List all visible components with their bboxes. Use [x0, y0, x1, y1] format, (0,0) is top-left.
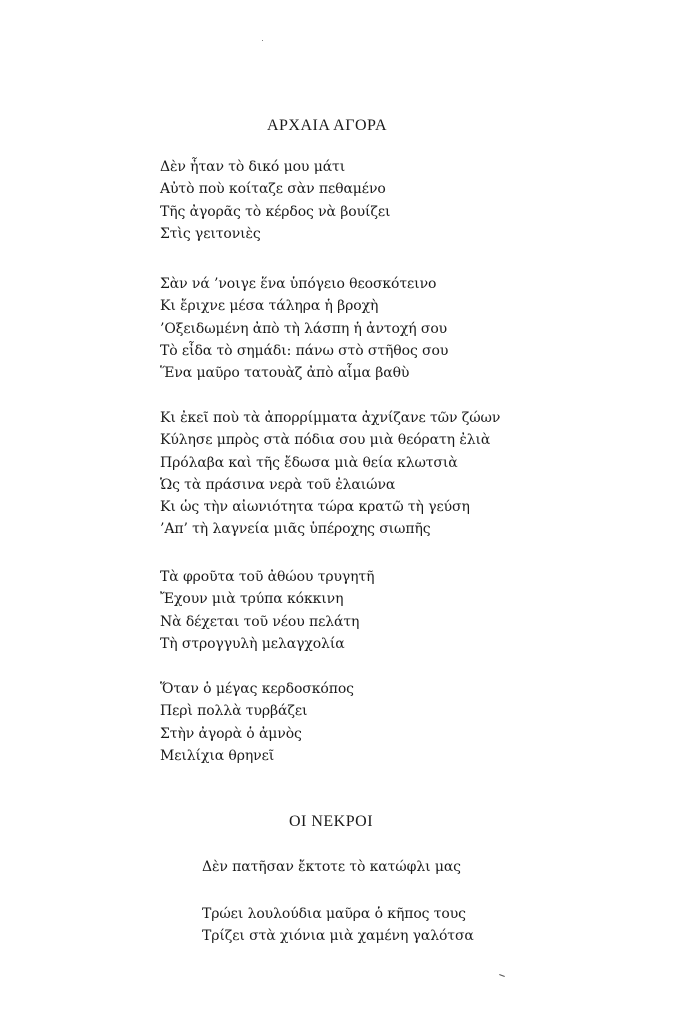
- poem1-stanza-3: [160, 407, 500, 541]
- poem-line: Στὴν ἀγορὰ ὁ ἀμνὸς: [160, 725, 302, 742]
- scan-speck: [499, 974, 505, 977]
- scan-speck: [262, 40, 263, 41]
- poem-line: ’Οξειδωμένη ἀπὸ τὴ λάσπη ἡ ἀντοχή σου: [160, 320, 448, 337]
- poem-line: Σὰν νά ’νοιγε ἕνα ὑπόγειο θεοσκότεινο: [160, 276, 437, 292]
- poem-line: Τὸ εἶδα τὸ σημάδι: πάνω στὸ στῆθος σου: [160, 342, 449, 359]
- poem1-stanza-4: [160, 566, 374, 655]
- poem-line: Πρόλαβα καὶ τῆς ἔδωσα μιὰ θεία κλωτσιὰ: [160, 454, 458, 471]
- poem-line: ’Απ’ τὴ λαγνεία μιᾶς ὑπέροχης σιωπῆς: [160, 521, 431, 538]
- poem-line: Στὶς γειτονιὲς: [160, 225, 261, 242]
- poem2-stanza-1: [202, 856, 461, 878]
- poem-title-archaia-agora: ΑΡΧΑΙΑ ΑΓΟΡΑ: [266, 117, 388, 134]
- poem1-stanza-2: [160, 273, 448, 384]
- poem-line: Περὶ πολλὰ τυρβάζει: [160, 703, 308, 720]
- poem-line: Ἕνα μαῦρο τατουὰζ ἀπὸ αἷμα βαθὺ: [160, 365, 410, 382]
- poem-line: Ὅταν ὁ μέγας κερδοσκόπος: [160, 681, 354, 697]
- poem-line: Κι ὡς τὴν αἰωνιότητα τώρα κρατῶ τὴ γεύση: [160, 499, 470, 516]
- poem-line: Τρώει λουλούδια μαῦρα ὁ κῆπος τους: [202, 906, 466, 922]
- poem-line: Κι ἔριχνε μέσα τάληρα ἡ βροχὴ: [160, 298, 379, 315]
- poem-title-oi-nekroi: ΟΙ ΝΕΚΡΟΙ: [288, 813, 374, 830]
- poem-line: Τῆς ἀγορᾶς τὸ κέρδος νὰ βουίζει: [160, 203, 391, 220]
- poem-line: Ὡς τὰ πράσινα νερὰ τοῦ ἐλαιώνα: [160, 476, 396, 493]
- poem1-stanza-5: [160, 678, 354, 767]
- poem-line: Τὰ φροῦτα τοῦ ἀθώου τρυγητῆ: [160, 569, 375, 585]
- poem-line: Νὰ δέχεται τοῦ νέου πελάτη: [160, 613, 360, 630]
- poem-line: Κύλησε μπρὸς στὰ πόδια σου μιὰ θεόρατη ἐλιὰ: [160, 432, 491, 449]
- poem-line: Τὴ στρογγυλὴ μελαγχολία: [160, 635, 345, 652]
- poem-line: Ἔχουν μιὰ τρύπα κόκκινη: [160, 591, 344, 608]
- poem2-stanza-2: [202, 903, 474, 948]
- poem-line: Δὲν πατῆσαν ἔκτοτε τὸ κατώφλι μας: [202, 859, 461, 875]
- poem-line: Αὐτὸ ποὺ κοίταζε σὰν πεθαμένο: [160, 181, 386, 198]
- poem-line: Δὲν ἦταν τὸ δικό μου μάτι: [160, 159, 346, 175]
- poem1-stanza-1: [160, 156, 390, 245]
- poem-line: Μειλίχια θρηνεῖ: [160, 747, 275, 764]
- poem-line: Τρίζει στὰ χιόνια μιὰ χαμένη γαλότσα: [202, 928, 474, 945]
- poem-line: Κι ἐκεῖ ποὺ τὰ ἀπορρίμματα ἀχνίζανε τῶν ζώων: [160, 410, 501, 426]
